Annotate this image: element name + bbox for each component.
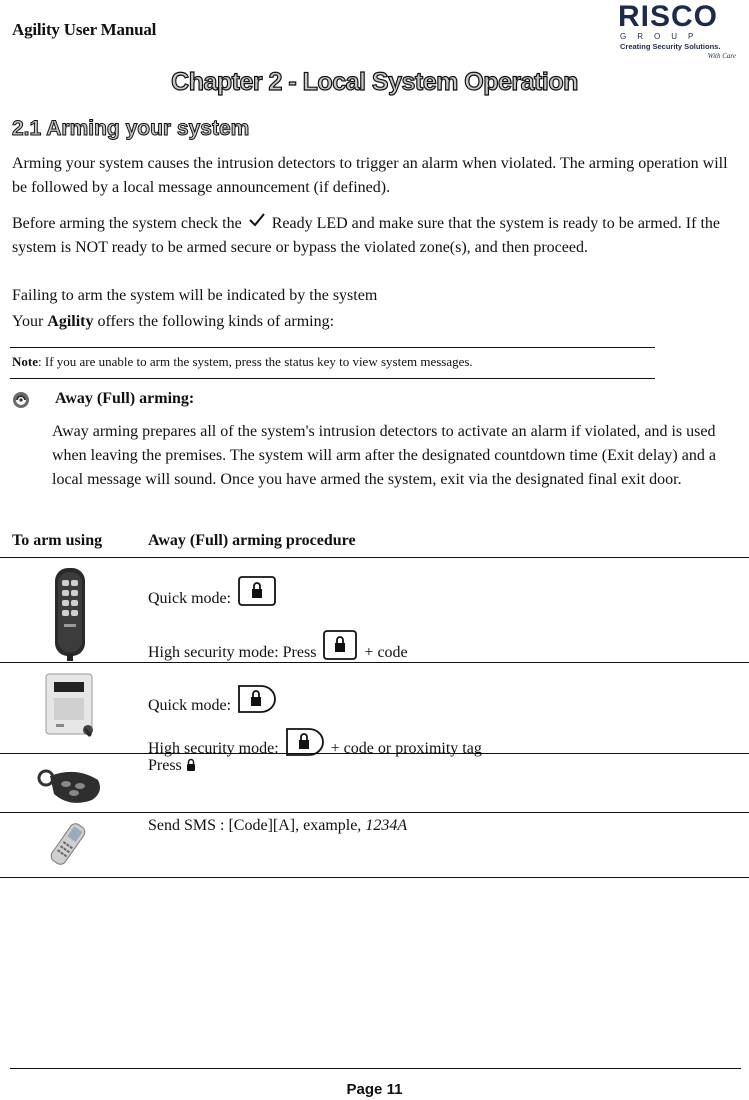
note-label: Note — [12, 354, 38, 369]
note-text: : If you are unable to arm the system, press the status key to view system messages. — [38, 354, 473, 369]
lock-key-icon — [237, 575, 277, 612]
note — [12, 354, 473, 370]
row2-quick-mode-text: Quick mode: — [148, 697, 232, 714]
table-bottom-border — [0, 877, 749, 878]
away-arm-icon — [12, 391, 30, 409]
row4-sms-example: 1234A — [365, 817, 408, 834]
note-divider-bottom — [10, 378, 655, 379]
row1-quick-mode — [148, 575, 279, 612]
note-divider-top — [10, 347, 655, 348]
header-title: Agility User Manual — [12, 20, 157, 39]
paragraph-failing: Failing to arm the system will be indicated by the system — [12, 287, 378, 304]
table-header-device: To arm using — [12, 532, 103, 549]
away-arming-title-colon: : — [188, 390, 195, 407]
lock-key-icon — [285, 727, 325, 762]
keyfob-image — [36, 764, 106, 808]
lock-key-icon — [322, 629, 358, 666]
row4-sms-text: Send SMS : [Code][A], example, — [148, 817, 362, 834]
table-row-divider — [0, 753, 749, 754]
table-row-divider — [0, 812, 749, 813]
logo-tagline-2: With Care — [707, 52, 736, 60]
table-divider — [0, 557, 749, 558]
risco-logo — [618, 2, 740, 62]
away-arming-title — [55, 390, 194, 408]
row3-press — [148, 757, 196, 775]
row4-sms — [148, 817, 407, 835]
paragraph-ready-before: Before arming the system check the — [12, 215, 242, 232]
logo-tagline: Creating Security Solutions. — [620, 42, 721, 51]
row2-code-text: + code or proximity tag — [330, 740, 482, 757]
paragraph-kinds-before: Your — [12, 313, 44, 330]
away-arming-description: Away arming prepares all of the system's intrusion detectors to activate an alarm if violated, and is used when leaving the premises. The system will arm after the designated countdown time (Exit delay) and a local message will sound. Once you have armed the system, exit via the designated final exit door. — [52, 423, 716, 488]
row2-high-security-text: High security mode: — [148, 740, 279, 757]
logo-brand: RISCO — [618, 0, 719, 33]
paragraph-ready-check — [12, 210, 740, 260]
row1-code-text: + code — [364, 644, 408, 661]
row2-quick-mode — [148, 684, 279, 719]
logo-group: GROUP — [620, 32, 705, 41]
section-title: 2.1 Arming your system — [12, 117, 250, 140]
row1-high-security — [148, 629, 408, 666]
table-header-procedure: Away (Full) arming procedure — [148, 532, 356, 549]
row1-quick-mode-text: Quick mode: — [148, 590, 232, 607]
row2-high-security — [148, 727, 482, 762]
check-icon — [246, 210, 268, 234]
row1-high-security-text: High security mode: Press — [148, 644, 317, 661]
keypad-remote-image — [52, 566, 88, 662]
chapter-title: Chapter 2 - Local System Operation — [171, 68, 578, 96]
lock-key-icon — [237, 684, 277, 719]
lock-icon — [186, 757, 196, 774]
paragraph-arming-intro: Arming your system causes the intrusion detectors to trigger an alarm when violated. The arming operation will be followed by a local message announcement (if defined). — [12, 155, 728, 196]
product-name: Agility — [47, 313, 94, 330]
wireless-keypad-image — [44, 672, 100, 742]
table-row-divider — [0, 662, 749, 663]
paragraph-kinds-after: offers the following kinds of arming: — [97, 313, 335, 330]
paragraph-kinds — [12, 310, 740, 334]
mobile-phone-image — [46, 820, 90, 868]
footer-divider — [10, 1068, 741, 1069]
away-arming-title-text: Away (Full) arming — [55, 390, 189, 407]
row3-press-text: Press — [148, 757, 182, 774]
page-number: Page 11 — [346, 1081, 403, 1098]
paragraph-ready-after: Ready LED and make sure that the system is ready to be armed. If the system is NOT ready to be armed secure or bypass the violated zone(s), and then proceed. — [12, 215, 720, 256]
